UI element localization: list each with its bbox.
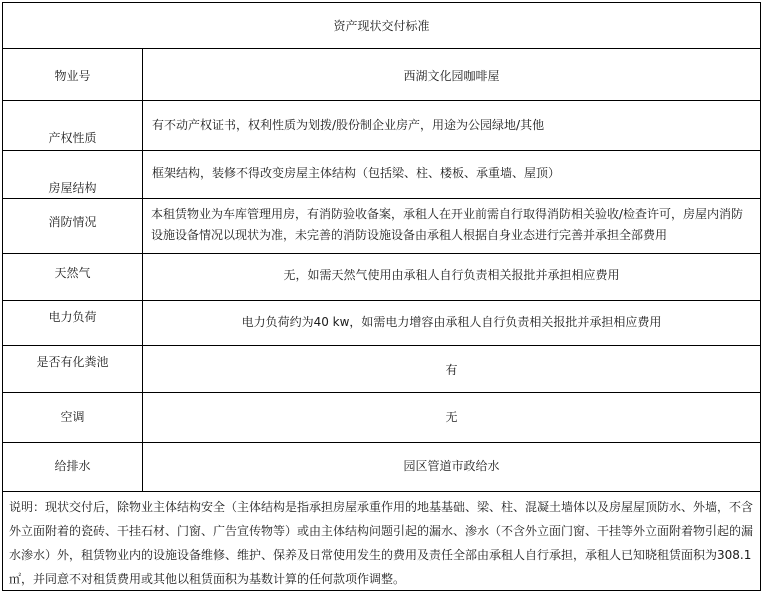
row-value: 西湖文化园咖啡屋	[403, 69, 500, 83]
row-value-cell	[143, 393, 760, 442]
row-label-cell	[3, 254, 143, 300]
table-row	[3, 151, 760, 199]
table-row	[3, 49, 760, 101]
row-label-cell	[3, 199, 143, 253]
row-value: 框架结构，装修不得改变房屋主体结构（包括梁、柱、楼板、承重墙、屋顶）	[152, 166, 561, 180]
table-row	[3, 346, 760, 393]
row-value-cell	[143, 151, 760, 198]
table-row	[3, 393, 760, 443]
row-label: 消防情况	[48, 215, 97, 229]
row-label: 天然气	[54, 266, 91, 280]
table-row	[3, 199, 760, 254]
table-row	[3, 301, 760, 346]
row-value-cell	[143, 199, 760, 253]
row-label: 物业号	[54, 69, 91, 83]
row-value-cell	[143, 443, 760, 491]
row-label-cell	[3, 443, 143, 491]
table-title-text: 资产现状交付标准	[333, 19, 430, 33]
table-row	[3, 443, 760, 492]
table-row	[3, 254, 760, 301]
row-value: 本租赁物业为车库管理用房，有消防验收备案，承租人在开业前需自行取得消防相关验收/检查许可，房屋内消防设施设备情况以现状为准，未完善的消防设施设备由承租人根据自身业态进行完善并承担全部费用	[151, 207, 744, 242]
row-label-cell	[3, 49, 143, 100]
row-value-cell	[143, 101, 760, 150]
row-value-cell	[143, 346, 760, 392]
row-value: 电力负荷约为40 kw，如需电力增容由承租人自行负责相关报批并承担相应费用	[241, 315, 662, 329]
table-row	[3, 101, 760, 151]
row-label: 给排水	[54, 459, 91, 473]
row-value-cell	[143, 301, 760, 345]
row-value: 无	[445, 410, 458, 424]
row-value-cell	[143, 49, 760, 100]
row-label-cell	[3, 301, 143, 345]
row-value: 有	[445, 363, 458, 377]
table-title	[3, 3, 760, 49]
row-label: 电力负荷	[48, 310, 97, 324]
row-value: 有不动产权证书，权利性质为划拨/股份制企业房产，用途为公园绿地/其他	[152, 118, 545, 132]
row-label: 产权性质	[48, 131, 97, 145]
row-label-cell	[3, 101, 143, 150]
row-value-cell	[143, 254, 760, 300]
row-label-cell	[3, 346, 143, 392]
explanatory-note: 说明：现状交付后，除物业主体结构安全（主体结构是指承担房屋承重作用的地基基础、梁、柱、混凝土墙体以及房屋屋顶防水、外墙，不含外立面附着的瓷砖、干挂石材、门窗、广告宣传物等）或由主体结构问题引起的漏水、渗水（不含外立面门窗、干挂等外立面附着物引起的漏水渗水）外，租赁物业内的设施设备维修、维护、保养及日常使用发生的费用及责任全部由承租人自行承担，承租人已知晓租赁面积为308.1㎡，并同意不对租赁费用或其他以租赁面积为基数计算的任何款项作调整。	[9, 500, 754, 586]
delivery-standard-table	[2, 2, 761, 591]
row-value: 园区管道市政给水	[403, 459, 500, 473]
row-label-cell	[3, 393, 143, 442]
row-label-cell	[3, 151, 143, 198]
row-value: 无，如需天然气使用由承租人自行负责相关报批并承担相应费用	[283, 268, 620, 282]
row-label: 房屋结构	[48, 181, 97, 195]
row-label: 空调	[60, 410, 85, 424]
row-label: 是否有化粪池	[36, 355, 109, 369]
